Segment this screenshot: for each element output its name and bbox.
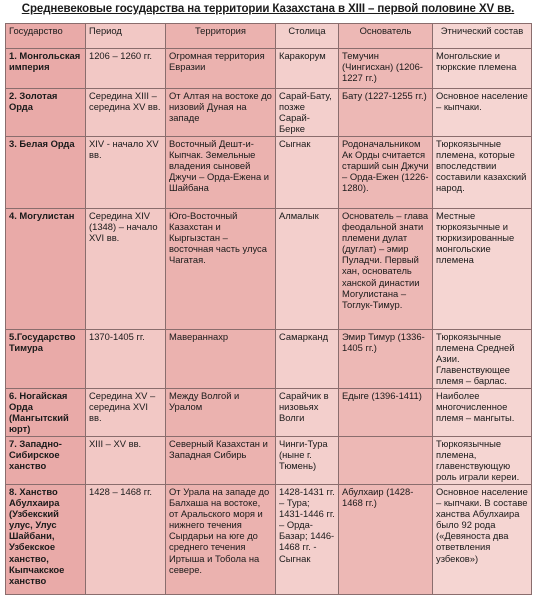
cell-ethnic: Тюркоязычные племена, главенствующую роль играли кереи. xyxy=(433,437,532,485)
header-period: Период xyxy=(86,24,166,49)
cell-territory: От Алтая на востоке до низовий Дуная на западе xyxy=(166,89,276,137)
cell-period: XIV - начало XV вв. xyxy=(86,137,166,209)
table-row xyxy=(6,437,532,485)
cell-capital: Каракорум xyxy=(276,49,339,89)
cell-period: XIII – XV вв. xyxy=(86,437,166,485)
header-ethnic: Этнический состав xyxy=(433,24,532,49)
cell-ethnic: Тюркоязычные племена, которые впоследствии составили казахский народ. xyxy=(433,137,532,209)
cell-founder: Едыге (1396-1411) xyxy=(339,389,433,437)
cell-state: 1. Монгольская империя xyxy=(6,49,86,89)
cell-period: 1206 – 1260 гг. xyxy=(86,49,166,89)
cell-territory: Мавераннахр xyxy=(166,330,276,389)
cell-state: 2. Золотая Орда xyxy=(6,89,86,137)
cell-territory: Между Волгой и Уралом xyxy=(166,389,276,437)
cell-territory: Огромная территория Евразии xyxy=(166,49,276,89)
cell-territory: От Урала на западе до Балхаша на востоке, от Аральского моря и нижнего течения Сырдарьи на юге до среднего течения Иртыша и Тобола на севере. xyxy=(166,485,276,595)
cell-territory: Северный Казахстан и Западная Сибирь xyxy=(166,437,276,485)
cell-capital: Самарканд xyxy=(276,330,339,389)
cell-state: 8. Ханство Абулхаира (Узбекский улус, Улус Шайбани, Узбекское ханство, Кыпчакское ханство xyxy=(6,485,86,595)
cell-founder: Эмир Тимур (1336-1405 гг.) xyxy=(339,330,433,389)
cell-capital: Чинги-Тура (ныне г. Тюмень) xyxy=(276,437,339,485)
document-title: Средневековые государства на территории Казахстана в XIII – первой половине XV вв. xyxy=(21,3,515,15)
cell-period: Середина XIV (1348) – начало XVI вв. xyxy=(86,209,166,330)
cell-founder: Батy (1227-1255 гг.) xyxy=(339,89,433,137)
states-table xyxy=(5,23,532,595)
cell-state: 5.Государство Тимура xyxy=(6,330,86,389)
cell-period: 1428 – 1468 гг. xyxy=(86,485,166,595)
cell-ethnic: Наиболее многочисленное племя – мангыты. xyxy=(433,389,532,437)
cell-territory: Юго-Восточный Казахстан и Кыргызстан – восточная часть улуса Чагатая. xyxy=(166,209,276,330)
cell-capital: Сарай-Бату, позже Сарай-Берке xyxy=(276,89,339,137)
table-row xyxy=(6,485,532,595)
table-row xyxy=(6,330,532,389)
table-row xyxy=(6,89,532,137)
cell-ethnic: Тюркоязычные племена Средней Азии. Главенствующее племя – барлас. xyxy=(433,330,532,389)
cell-capital: 1428-1431 гг. – Тура; 1431-1446 гг. – Орда-Базар; 1446-1468 гг. - Сыгнак xyxy=(276,485,339,595)
header-territory: Территория xyxy=(166,24,276,49)
cell-state: 4. Могулистан xyxy=(6,209,86,330)
cell-capital: Сыгнак xyxy=(276,137,339,209)
cell-founder: Темучин (Чингисхан) (1206-1227 гг.) xyxy=(339,49,433,89)
header-state: Государство xyxy=(6,24,86,49)
cell-capital: Алмалык xyxy=(276,209,339,330)
cell-state: 7. Западно-Сибирское ханство xyxy=(6,437,86,485)
cell-period: Середина XIII – середина XV вв. xyxy=(86,89,166,137)
cell-ethnic: Местные тюркоязычные и тюркизированные монгольские племена xyxy=(433,209,532,330)
cell-founder: Родоначальником Ак Орды считается старший сын Джучи – Орда-Ежен (1226-1280). xyxy=(339,137,433,209)
cell-founder xyxy=(339,437,433,485)
table-row xyxy=(6,389,532,437)
cell-state: 6. Ногайская Орда (Мангытский юрт) xyxy=(6,389,86,437)
table-row xyxy=(6,137,532,209)
cell-capital: Сарайчик в низовьях Волги xyxy=(276,389,339,437)
cell-ethnic: Основное население – кыпчаки. xyxy=(433,89,532,137)
header-capital: Столица xyxy=(276,24,339,49)
cell-founder: Основатель – глава феодальной знати племени дулат (дуглат) – эмир Пуладчи. Первый хан, основатель ханской династии Могулистана – Тоглук-Тимур. xyxy=(339,209,433,330)
cell-territory: Восточный Дешт-и-Кыпчак. Земельные владения сыновей Джучи – Орда-Ежена и Шайбана xyxy=(166,137,276,209)
header-founder: Основатель xyxy=(339,24,433,49)
cell-state: 3. Белая Орда xyxy=(6,137,86,209)
cell-period: Середина XV – середина XVI вв. xyxy=(86,389,166,437)
table-row xyxy=(6,209,532,330)
table-header-row xyxy=(6,24,532,49)
cell-founder: Абулхаир (1428-1468 гг.) xyxy=(339,485,433,595)
cell-ethnic: Основное население – кыпчаки. В составе ханства Абулхаира было 92 рода («Девяноста два ответвления узбеков») xyxy=(433,485,532,595)
cell-ethnic: Монгольские и тюркские племена xyxy=(433,49,532,89)
table-row xyxy=(6,49,532,89)
cell-period: 1370-1405 гг. xyxy=(86,330,166,389)
